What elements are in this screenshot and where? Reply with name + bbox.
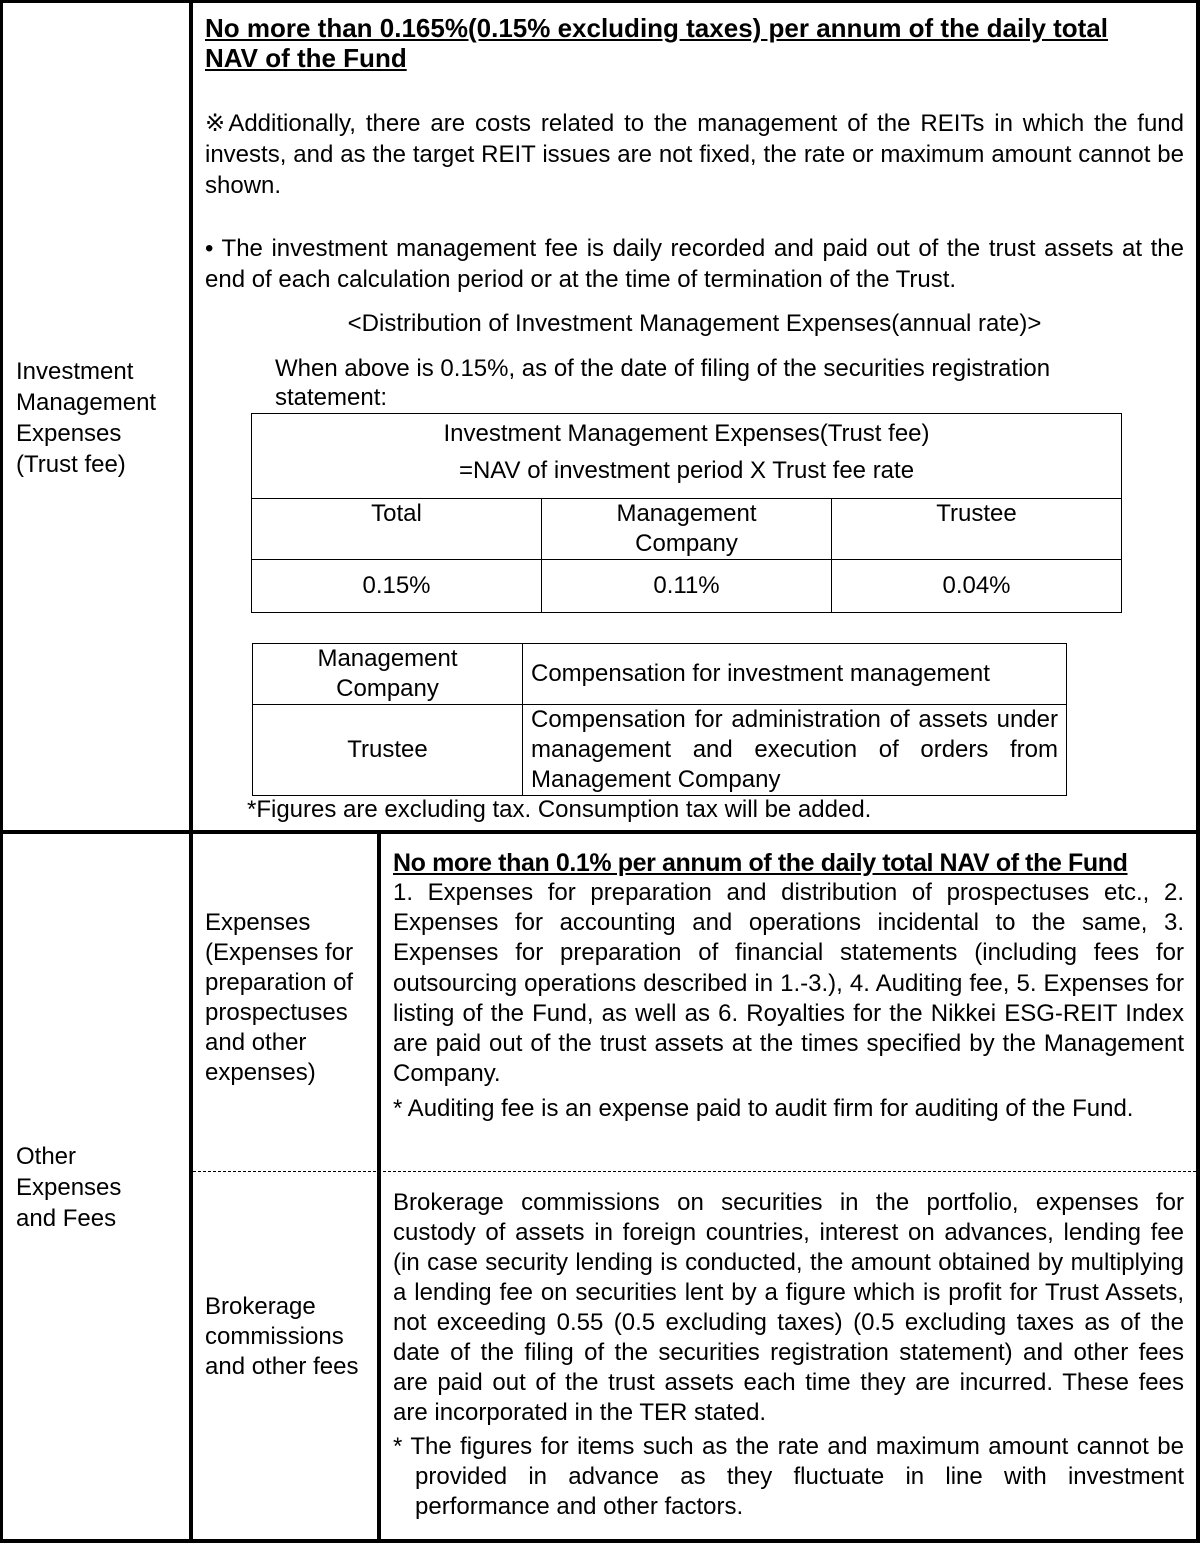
label-column-divider [189, 0, 193, 1543]
section-divider [0, 830, 1200, 834]
outer-border-top [0, 0, 1200, 3]
rate-table-title-line2: =NAV of investment period X Trust fee rate [458, 457, 915, 484]
brokerage-sublabel: Brokerage commissions and other fees [205, 1293, 359, 1380]
distribution-title: <Distribution of Investment Management Expenses(annual rate)> [347, 310, 1042, 337]
reit-cost-note: ※Additionally, there are costs related to the management of the REITs in which the fund invests, and as the target REIT issues are not fixed, the rate or maximum amount cannot be shown. [205, 110, 1184, 199]
sublabel-column-divider [377, 830, 381, 1543]
rate-value-trustee: 0.04% [832, 560, 1122, 613]
role-desc-management: Compensation for investment management [523, 644, 1067, 705]
rate-header-total: Total [252, 499, 542, 560]
rate-header-management-text: Management Company [616, 500, 757, 557]
tax-footnote: *Figures are excluding tax. Consumption tax will be added. [247, 796, 872, 823]
other-expenses-header: No more than 0.1% per annum of the daily total NAV of the Fund [393, 849, 1128, 877]
auditing-fee-note: * Auditing fee is an expense paid to audit firm for auditing of the Fund. [393, 1095, 1134, 1122]
fee-recording-note: • The investment management fee is daily recorded and paid out of the trust assets at the end of each calculation period or at the time of termination of the Trust. [205, 235, 1184, 293]
outer-border-left [0, 0, 3, 1543]
rate-value-total: 0.15% [252, 560, 542, 613]
rate-table-title-line1: Investment Management Expenses(Trust fee) [443, 420, 930, 447]
trust-fee-header: No more than 0.165%(0.15% excluding taxes) per annum of the daily total NAV of the Fund [205, 13, 1109, 73]
role-party-management-text: Management Company [317, 645, 458, 702]
other-expenses-label: Other Expenses and Fees [16, 1143, 122, 1232]
rate-header-management [542, 499, 832, 560]
brokerage-body: Brokerage commissions on securities in the portfolio, expenses for custody of assets in foreign countries, interest on advances, lending fee (in case security lending is conducted, the amount obtained by multiplying a lending fee on securities lent by a figure which is profit for Trust Assets, not exceeding 0.55 (0.5 excluding taxes) (0.5 excluding taxes as of the date of the filing of the securities registration statement) and other fees are paid out of the trust assets each time they are incurred. These fees are incorporated in the TER stated. [393, 1189, 1184, 1426]
investment-management-label: Investment Management Expenses (Trust fee) [16, 358, 157, 478]
expenses-sublabel: Expenses (Expenses for preparation of prospectuses and other expenses) [205, 909, 354, 1086]
role-desc-trustee: Compensation for administration of assets under management and execution of orders from Management Company [523, 705, 1067, 796]
role-party-management [253, 644, 523, 705]
role-table [252, 643, 1067, 796]
other-expenses-body: 1. Expenses for preparation and distribution of prospectuses etc., 2. Expenses for accounting and operations incidental to the same, 3. Expenses for preparation of financial statements (including fees for outsourcing operations described in 1.-3.), 4. Auditing fee, 5. Expenses for listing of the Fund, as well as 6. Royalties for the Nikkei ESG-REIT Index are paid out of the trust assets at the times specified by the Management Company. [393, 879, 1184, 1088]
rate-table [251, 413, 1122, 613]
outer-border-bottom [0, 1539, 1200, 1543]
rate-value-management: 0.11% [542, 560, 832, 613]
when-above-note: When above is 0.15%, as of the date of filing of the securities registration statement: [275, 355, 1051, 411]
rate-table-title [252, 414, 1122, 499]
role-party-trustee: Trustee [253, 705, 523, 796]
subsection-dashed-divider [193, 1171, 1196, 1172]
outer-border-right [1196, 0, 1200, 1543]
rate-header-trustee: Trustee [832, 499, 1122, 560]
brokerage-note: * The figures for items such as the rate and maximum amount cannot be provided in advance as they fluctuate in line with investment performance and other factors. [393, 1433, 1184, 1520]
